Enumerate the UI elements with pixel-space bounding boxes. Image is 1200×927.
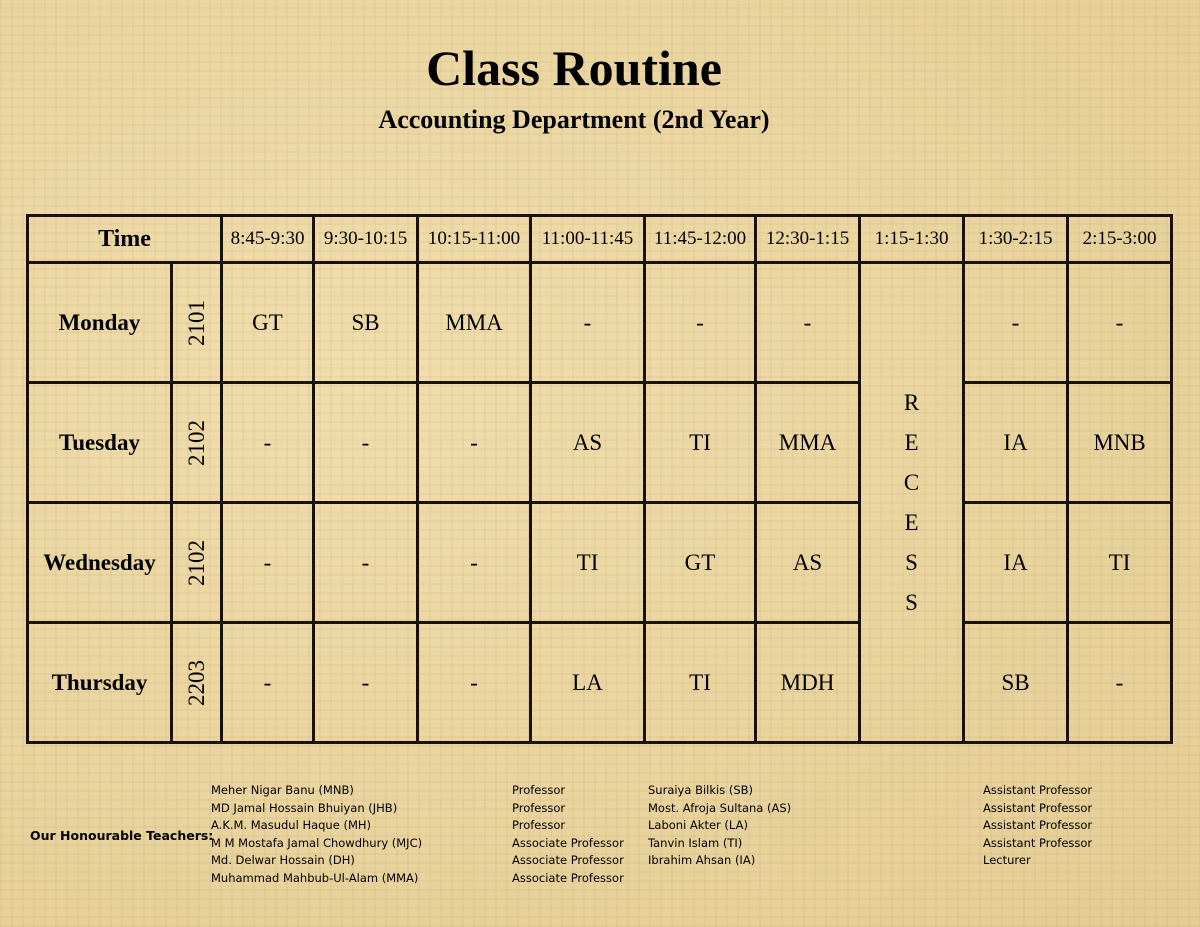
class-cell: GT <box>222 263 314 383</box>
class-cell: - <box>314 623 418 743</box>
teacher-name: Suraiya Bilkis (SB) <box>648 783 754 797</box>
time-slot-header: 1:30-2:15 <box>964 216 1068 263</box>
room-number-cell <box>172 623 222 743</box>
class-cell: - <box>222 623 314 743</box>
senior-teacher-names <box>211 782 422 888</box>
routine-body <box>28 216 1172 743</box>
time-header-row <box>28 216 1172 263</box>
class-cell: - <box>314 503 418 623</box>
teacher-name: Ibrahim Ahsan (IA) <box>648 853 756 868</box>
teacher-title: Lecturer <box>983 853 1031 868</box>
class-cell: AS <box>531 383 645 503</box>
teacher-title: Associate Professor <box>512 853 624 868</box>
teachers-section <box>0 782 1200 902</box>
time-slot-header: 12:30-1:15 <box>756 216 860 263</box>
class-cell: SB <box>314 263 418 383</box>
page-title: Class Routine <box>426 40 722 96</box>
recess-letter: S <box>905 589 918 615</box>
class-cell: IA <box>964 383 1068 503</box>
recess-letter: E <box>904 509 919 535</box>
teacher-title: Assistant Professor <box>983 835 1093 850</box>
room-number-cell <box>172 263 222 383</box>
room-number: 2102 <box>183 419 209 466</box>
teacher-title: Associate Professor <box>512 835 624 850</box>
day-row <box>28 503 1172 623</box>
time-slot-header: 1:15-1:30 <box>860 216 964 263</box>
room-number-cell <box>172 503 222 623</box>
class-cell: IA <box>964 503 1068 623</box>
teacher-title: Professor <box>512 818 566 833</box>
routine-table <box>26 214 1173 744</box>
class-cell: - <box>1068 623 1172 743</box>
teacher-title: Associate Professor <box>512 870 624 885</box>
teacher-name: A.K.M. Masudul Haque (MH) <box>211 818 371 833</box>
class-cell: TI <box>531 503 645 623</box>
class-cell: SB <box>964 623 1068 743</box>
class-cell: - <box>418 503 531 623</box>
class-cell: - <box>1068 263 1172 383</box>
room-number-cell <box>172 383 222 503</box>
class-cell: - <box>314 383 418 503</box>
class-cell: - <box>645 263 756 383</box>
teacher-name: Muhammad Mahbub-Ul-Alam (MMA) <box>211 870 419 885</box>
class-cell: - <box>418 623 531 743</box>
teacher-title: Assistant Professor <box>983 818 1093 833</box>
class-cell: TI <box>645 383 756 503</box>
time-header: Time <box>28 216 222 263</box>
class-cell: TI <box>1068 503 1172 623</box>
recess-letter: E <box>904 429 919 455</box>
recess-letter: S <box>905 549 918 575</box>
teacher-title: Professor <box>512 800 566 815</box>
teacher-name: Meher Nigar Banu (MNB) <box>211 783 354 797</box>
class-cell: MMA <box>756 383 860 503</box>
recess-letter: C <box>903 469 920 495</box>
day-name: Monday <box>28 263 172 383</box>
time-slot-header: 11:00-11:45 <box>531 216 645 263</box>
room-number: 2102 <box>183 539 209 586</box>
class-cell: GT <box>645 503 756 623</box>
time-slot-header: 9:30-10:15 <box>314 216 418 263</box>
room-number: 2203 <box>183 659 209 706</box>
page-subtitle: Accounting Department (2nd Year) <box>378 105 770 134</box>
teacher-title: Assistant Professor <box>983 800 1093 815</box>
day-row <box>28 623 1172 743</box>
class-cell: - <box>756 263 860 383</box>
teacher-name: MD Jamal Hossain Bhuiyan (JHB) <box>211 800 398 815</box>
class-cell: MNB <box>1068 383 1172 503</box>
day-row <box>28 263 1172 383</box>
teacher-name: Laboni Akter (LA) <box>648 818 748 833</box>
recess-cell <box>860 263 964 743</box>
day-name: Tuesday <box>28 383 172 503</box>
class-cell: MMA <box>418 263 531 383</box>
class-cell: - <box>222 503 314 623</box>
teacher-name: Md. Delwar Hossain (DH) <box>211 853 355 868</box>
day-row <box>28 383 1172 503</box>
teacher-name: Most. Afroja Sultana (AS) <box>648 800 792 815</box>
teacher-title: Professor <box>512 783 566 797</box>
teacher-title: Assistant Professor <box>983 783 1093 797</box>
class-cell: - <box>222 383 314 503</box>
time-slot-header: 8:45-9:30 <box>222 216 314 263</box>
junior-teacher-titles <box>983 782 1092 870</box>
recess-letter: R <box>903 389 920 415</box>
teacher-name: M M Mostafa Jamal Chowdhury (MJC) <box>211 835 423 850</box>
class-cell: - <box>964 263 1068 383</box>
time-slot-header: 11:45-12:00 <box>645 216 756 263</box>
class-cell: - <box>531 263 645 383</box>
day-name: Wednesday <box>28 503 172 623</box>
junior-teacher-names <box>648 782 791 870</box>
class-cell: AS <box>756 503 860 623</box>
time-slot-header: 10:15-11:00 <box>418 216 531 263</box>
time-slot-header: 2:15-3:00 <box>1068 216 1172 263</box>
senior-teacher-titles <box>512 782 624 888</box>
class-cell: - <box>418 383 531 503</box>
room-number: 2101 <box>183 299 209 346</box>
teacher-name: Tanvin Islam (TI) <box>648 835 743 850</box>
class-cell: MDH <box>756 623 860 743</box>
class-cell: LA <box>531 623 645 743</box>
class-cell: TI <box>645 623 756 743</box>
teachers-heading: Our Honourable Teachers: <box>30 828 214 843</box>
day-name: Thursday <box>28 623 172 743</box>
